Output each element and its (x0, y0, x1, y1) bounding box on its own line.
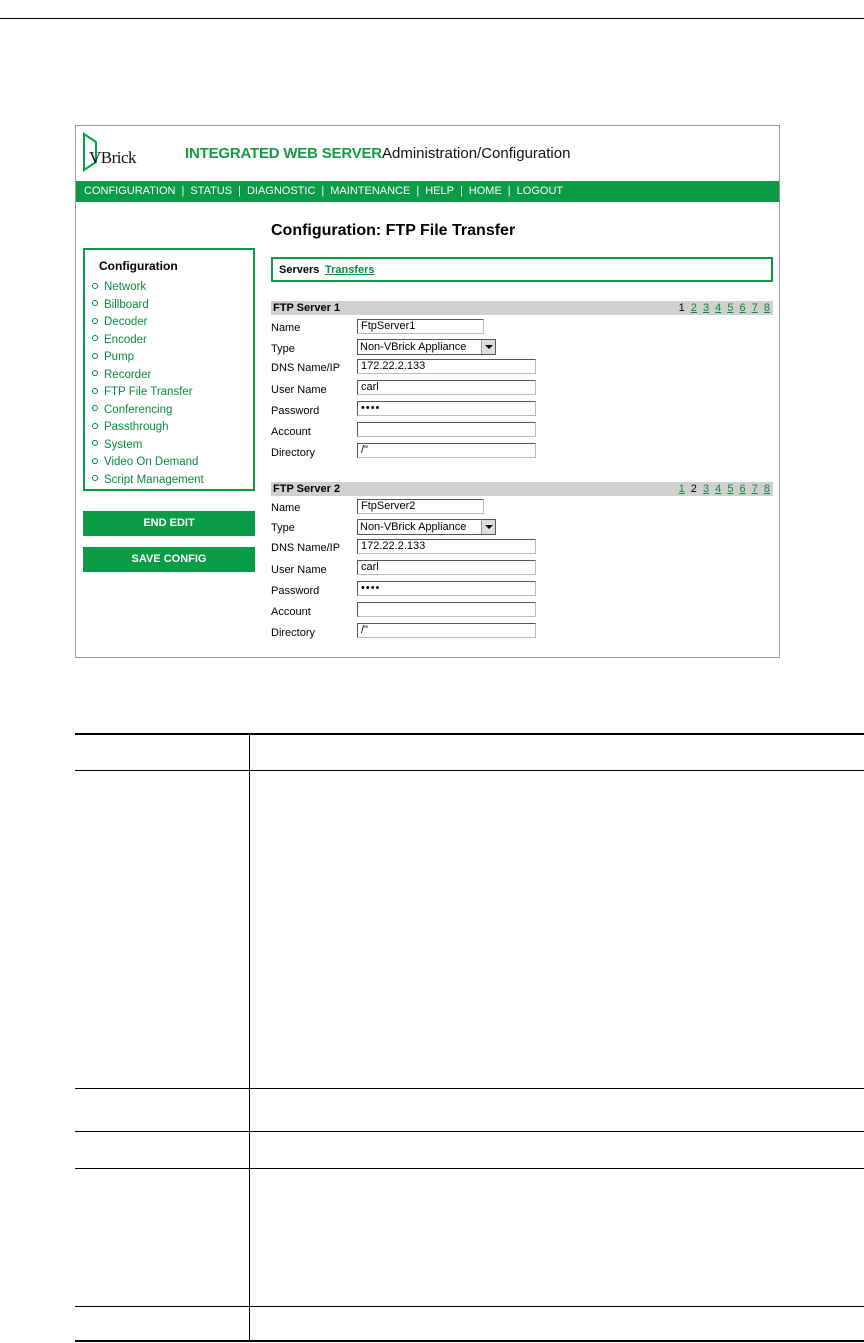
table-row-rule (75, 1131, 864, 1132)
server-1-title: FTP Server 1 (273, 302, 341, 314)
sidebar-item-label: Conferencing (104, 403, 173, 416)
table-bottom-rule (75, 1340, 864, 1342)
user-label: User Name (271, 564, 327, 576)
table-header-rule (75, 770, 864, 771)
sidebar-item-label: Decoder (104, 316, 148, 328)
page-link-5[interactable]: 5 (727, 483, 734, 495)
bullet-icon (92, 353, 98, 359)
server-2-type-select[interactable] (357, 519, 496, 535)
sidebar-item-video-on-demand[interactable] (92, 456, 204, 474)
table-column-divider (249, 733, 250, 1342)
sidebar-item-encoder[interactable] (92, 334, 204, 352)
sidebar-item-label: FTP File Transfer (104, 386, 193, 398)
sidebar-item-label: Network (104, 281, 147, 293)
server-2-directory-field[interactable]: /" (357, 623, 536, 638)
sidebar-item-ftp-file-transfer[interactable] (92, 386, 204, 404)
header (76, 126, 779, 178)
nav-help[interactable]: HELP (425, 185, 454, 197)
sidebar-item-label: Pump (104, 351, 135, 363)
bullet-icon (92, 370, 98, 376)
type-label: Type (271, 522, 295, 534)
bullet-icon (92, 475, 98, 481)
sidebar-item-recorder[interactable] (92, 369, 204, 387)
nav-configuration[interactable]: CONFIGURATION (84, 185, 176, 197)
sidebar-item-conferencing[interactable] (92, 404, 204, 422)
tab-transfers[interactable]: Transfers (325, 264, 375, 276)
sidebar-item-pump[interactable] (92, 351, 204, 369)
server-1-directory-field[interactable]: /" (357, 443, 536, 458)
server-1-header (271, 301, 773, 315)
end-edit-button[interactable]: END EDIT (83, 511, 255, 536)
page-link-7[interactable]: 7 (751, 302, 758, 314)
server-1-name-field[interactable]: FtpServer1 (357, 319, 484, 334)
sidebar-item-label: Script Management (104, 473, 204, 486)
page-link-7[interactable]: 7 (751, 483, 758, 495)
sidebar-item-label: Encoder (104, 333, 147, 346)
page-link-3[interactable]: 3 (702, 302, 710, 314)
table-row-rule (75, 1168, 864, 1169)
nav-maintenance[interactable]: MAINTENANCE (330, 185, 411, 197)
server-1-account-field[interactable] (357, 422, 536, 437)
page-link-4[interactable]: 4 (715, 302, 722, 314)
server-1-type-value: Non-VBrick Appliance (360, 341, 467, 353)
sidebar-item-script-management[interactable] (92, 474, 204, 492)
page-link-6[interactable]: 6 (739, 483, 746, 495)
bullet-icon (92, 335, 98, 341)
table-row-rule (75, 1306, 864, 1307)
nav-status[interactable]: STATUS (190, 185, 233, 197)
sidebar-item-network[interactable] (92, 281, 204, 299)
web-server-screenshot (75, 125, 780, 658)
server-2-header (271, 482, 773, 496)
bullet-icon (92, 458, 98, 464)
subtab-bar (271, 257, 773, 282)
bullet-icon (92, 423, 98, 429)
table-top-rule (75, 733, 864, 735)
section-title: Administration/Configuration (382, 145, 571, 162)
dns-label: DNS Name/IP (271, 542, 341, 554)
page-link-8[interactable]: 8 (763, 302, 770, 314)
sidebar-item-label: Passthrough (104, 421, 169, 433)
nav-separator: | (459, 185, 463, 197)
nav-diagnostic[interactable]: DIAGNOSTIC (246, 185, 316, 197)
table-row-rule (75, 1088, 864, 1089)
server-1-password-field[interactable]: •••• (357, 401, 536, 416)
type-label: Type (271, 343, 295, 355)
name-label: Name (271, 502, 301, 514)
sidebar-item-label: System (104, 438, 143, 451)
sidebar-item-passthrough[interactable] (92, 421, 204, 439)
bullet-icon (92, 283, 98, 289)
dns-label: DNS Name/IP (271, 362, 341, 374)
top-nav-bar (76, 181, 779, 202)
password-label: Password (271, 405, 320, 417)
server-2-title: FTP Server 2 (273, 483, 341, 495)
page-link-6[interactable]: 6 (739, 302, 746, 314)
bullet-icon (92, 405, 98, 411)
page-link-5[interactable]: 5 (727, 302, 734, 314)
server-1-dns-field[interactable]: 172.22.2.133 (357, 359, 536, 374)
nav-logout[interactable]: LOGOUT (516, 185, 564, 197)
vbrick-logo (83, 132, 139, 172)
nav-separator: | (416, 185, 420, 197)
server-2-account-field[interactable] (357, 602, 536, 617)
name-label: Name (271, 322, 301, 334)
config-sidebar (83, 248, 255, 491)
directory-label: Directory (271, 447, 316, 459)
sidebar-item-label: Video On Demand (104, 456, 199, 468)
bullet-icon (92, 300, 98, 306)
tab-servers[interactable]: Servers (279, 264, 320, 276)
page-2-current: 2 (690, 483, 697, 495)
logo-text: VBrick (89, 148, 137, 167)
chevron-down-icon (481, 340, 495, 354)
sidebar-item-label: Recorder (104, 368, 152, 381)
server-2-name-field[interactable]: FtpServer2 (357, 499, 484, 514)
sidebar-item-label: Billboard (104, 298, 149, 311)
sidebar-title: Configuration (99, 259, 178, 273)
account-label: Account (271, 606, 311, 618)
save-config-button[interactable]: SAVE CONFIG (83, 547, 255, 572)
user-label: User Name (271, 384, 327, 396)
server-2-dns-field[interactable]: 172.22.2.133 (357, 539, 536, 554)
bullet-icon (92, 318, 98, 324)
page-link-3[interactable]: 3 (702, 483, 710, 495)
nav-separator: | (181, 185, 185, 197)
server-2-pager (676, 483, 770, 495)
page-link-8[interactable]: 8 (763, 483, 770, 495)
server-1-user-field[interactable]: carl (357, 380, 536, 395)
page-1-current: 1 (678, 302, 685, 314)
nav-separator: | (507, 185, 511, 197)
server-2-type-value: Non-VBrick Appliance (360, 521, 467, 533)
sidebar-item-system[interactable] (92, 439, 204, 457)
bullet-icon (92, 440, 98, 446)
nav-home[interactable]: HOME (468, 185, 502, 197)
password-label: Password (271, 585, 320, 597)
sidebar-item-billboard[interactable] (92, 299, 204, 317)
nav-separator: | (238, 185, 241, 197)
server-2-user-field[interactable]: carl (357, 560, 536, 575)
chevron-down-icon (481, 520, 495, 534)
server-1-pager (676, 302, 770, 314)
product-title: INTEGRATED WEB SERVER (185, 145, 382, 162)
sidebar-list (92, 281, 204, 491)
page-title: Configuration: FTP File Transfer (271, 222, 516, 239)
page-top-rule (0, 18, 864, 19)
sidebar-item-decoder[interactable] (92, 316, 204, 334)
page-link-2[interactable]: 2 (690, 302, 697, 314)
server-1-type-select[interactable] (357, 339, 496, 355)
page-link-4[interactable]: 4 (715, 483, 722, 495)
bullet-icon (92, 388, 98, 394)
directory-label: Directory (271, 627, 316, 639)
nav-separator: | (321, 185, 325, 197)
server-2-password-field[interactable]: •••• (357, 581, 536, 596)
account-label: Account (271, 426, 311, 438)
page-link-1[interactable]: 1 (678, 483, 685, 495)
